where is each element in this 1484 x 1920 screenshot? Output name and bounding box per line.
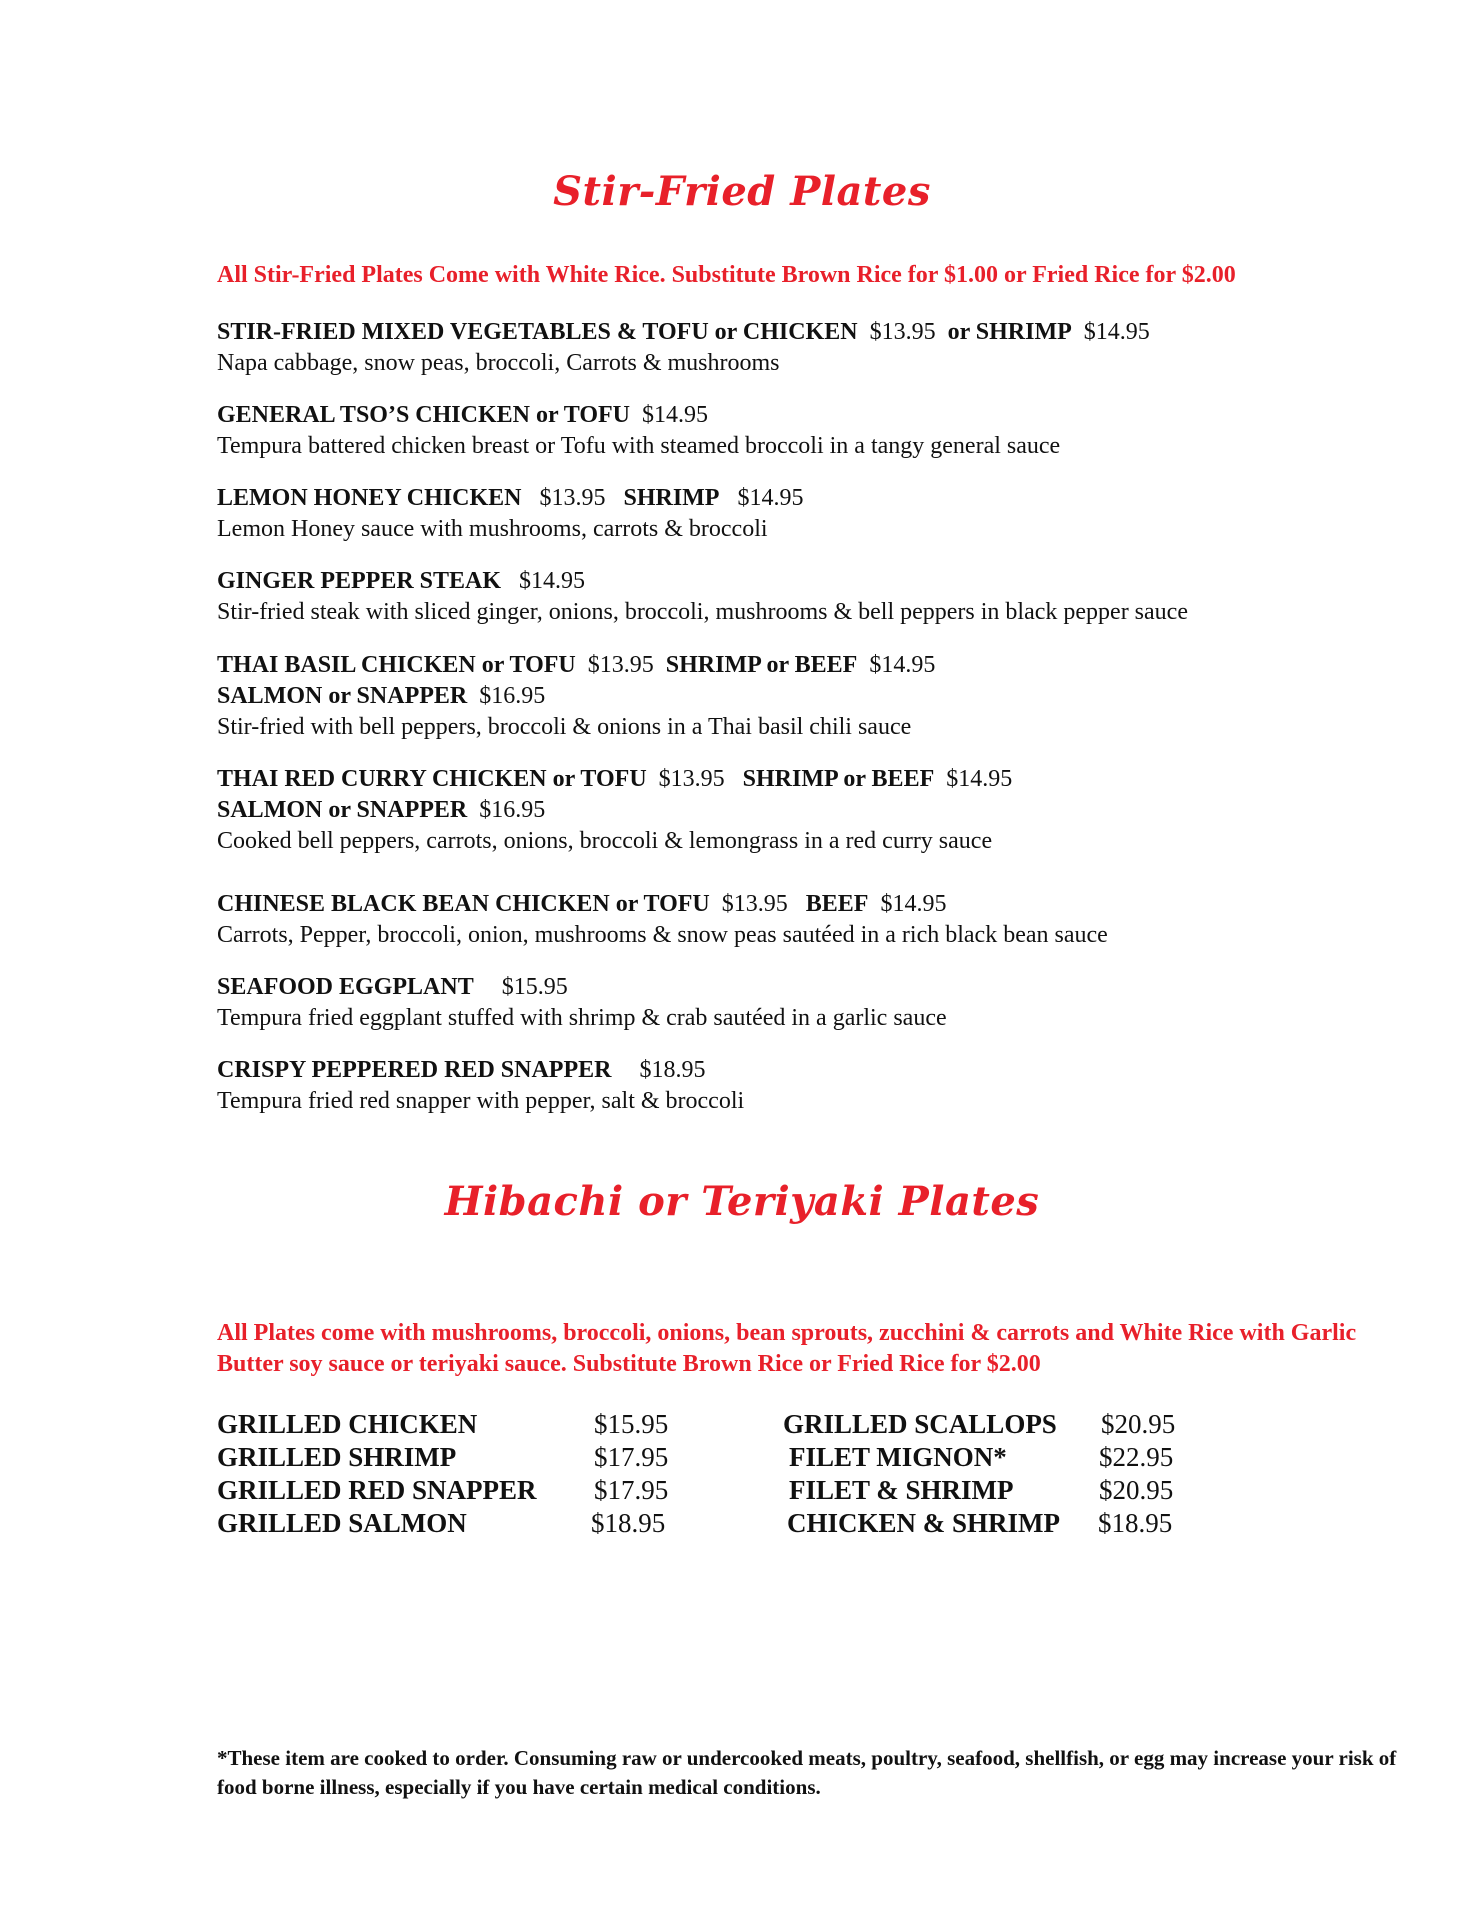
- item-description: Lemon Honey sauce with mushrooms, carrots & broccoli: [217, 516, 768, 542]
- item-price: $16.95: [479, 797, 546, 823]
- item-name: THAI RED CURRY CHICKEN or TOFU: [217, 766, 647, 792]
- item-description: Stir-fried steak with sliced ginger, onions, broccoli, mushrooms & bell peppers in black pepper sauce: [217, 599, 1188, 625]
- item-price: $18.95: [639, 1057, 706, 1083]
- item-price: $18.95: [591, 1508, 666, 1538]
- menu-item-thai-basil: [217, 650, 1417, 743]
- item-name: CRISPY PEPPERED RED SNAPPER: [217, 1057, 612, 1083]
- item-description: Cooked bell peppers, carrots, onions, broccoli & lemongrass in a red curry sauce: [217, 828, 993, 854]
- item-price: $14.95: [519, 568, 586, 594]
- item-name: GINGER PEPPER STEAK: [217, 568, 502, 594]
- menu-item-lemon-honey: [217, 483, 1417, 545]
- item-price: $17.95: [594, 1442, 669, 1472]
- menu-item-stir-fried-mixed-vegetables: [217, 317, 1417, 379]
- item-name: SEAFOOD EGGPLANT: [217, 974, 474, 1000]
- item-price: $14.95: [737, 485, 804, 511]
- item-description: Tempura fried eggplant stuffed with shrimp & crab sautéed in a garlic sauce: [217, 1005, 947, 1031]
- item-price: $20.95: [1099, 1475, 1174, 1505]
- hibachi-item: [783, 1408, 1057, 1440]
- item-name: CHICKEN & SHRIMP: [787, 1508, 1061, 1538]
- item-price: $13.95: [658, 766, 725, 792]
- item-option: SALMON or SNAPPER: [217, 797, 468, 823]
- item-name: CHINESE BLACK BEAN CHICKEN or TOFU: [217, 891, 710, 917]
- item-description: Napa cabbage, snow peas, broccoli, Carrots & mushrooms: [217, 350, 780, 376]
- item-name: FILET & SHRIMP: [789, 1475, 1014, 1505]
- hibachi-title: Hibachi or Teriyaki Plates: [444, 1178, 1040, 1225]
- item-option: SHRIMP or BEEF: [742, 766, 935, 792]
- item-name: GRILLED SCALLOPS: [783, 1409, 1057, 1439]
- item-price: $13.95: [539, 485, 606, 511]
- item-price: $22.95: [1099, 1442, 1174, 1472]
- hibachi-item: [789, 1474, 1014, 1506]
- hibachi-note: All Plates come with mushrooms, broccoli, onions, bean sprouts, zucchini & carrots and White Rice with Garlic Butter soy sauce or teriyaki sauce. Substitute Brown Rice or Fried Rice for $2.00: [217, 1320, 1357, 1377]
- item-name: THAI BASIL CHICKEN or TOFU: [217, 652, 576, 678]
- hibachi-item: [217, 1441, 456, 1473]
- item-name: GRILLED SALMON: [217, 1508, 467, 1538]
- item-price: $14.95: [1083, 319, 1150, 345]
- item-option: SHRIMP: [623, 485, 720, 511]
- item-name: STIR-FRIED MIXED VEGETABLES & TOFU or CHICKEN: [217, 319, 858, 345]
- item-price: $13.95: [587, 652, 654, 678]
- item-price: $13.95: [721, 891, 788, 917]
- hibachi-item: [789, 1441, 1007, 1473]
- hibachi-item: [217, 1474, 537, 1506]
- menu-item-chinese-black-bean: [217, 889, 1417, 951]
- item-name: GRILLED SHRIMP: [217, 1442, 457, 1472]
- hibachi-item: [217, 1507, 467, 1539]
- item-option: SHRIMP or BEEF: [665, 652, 858, 678]
- item-price: $16.95: [479, 683, 546, 709]
- menu-item-crispy-peppered-red-snapper: [217, 1055, 1417, 1117]
- menu-item-seafood-eggplant: [217, 972, 1417, 1034]
- health-footnote: *These item are cooked to order. Consuming raw or undercooked meats, poultry, seafood, shellfish, or egg may increase your risk of food borne illness, especially if you have certain medical conditions.: [217, 1746, 1397, 1799]
- menu-item-thai-red-curry: [217, 764, 1417, 857]
- item-price: $14.95: [880, 891, 947, 917]
- item-name: LEMON HONEY CHICKEN: [217, 485, 522, 511]
- item-price: $14.95: [869, 652, 936, 678]
- item-price: $15.95: [594, 1409, 669, 1439]
- hibachi-item: [787, 1507, 1060, 1539]
- item-description: Tempura fried red snapper with pepper, salt & broccoli: [217, 1088, 745, 1114]
- menu-item-ginger-pepper-steak: [217, 566, 1417, 628]
- item-description: Tempura battered chicken breast or Tofu with steamed broccoli in a tangy general sauce: [217, 433, 1061, 459]
- item-option: SALMON or SNAPPER: [217, 683, 468, 709]
- stir-fried-title: Stir-Fried Plates: [553, 168, 931, 215]
- item-price: $20.95: [1101, 1409, 1176, 1439]
- hibachi-item: [217, 1408, 477, 1440]
- item-name: GENERAL TSO’S CHICKEN or TOFU: [217, 402, 630, 428]
- menu-item-general-tsos: [217, 400, 1417, 462]
- item-description: Stir-fried with bell peppers, broccoli & onions in a Thai basil chili sauce: [217, 714, 912, 740]
- item-price: $15.95: [501, 974, 568, 1000]
- stir-fried-note: All Stir-Fried Plates Come with White Rice. Substitute Brown Rice for $1.00 or Fried Rice for $2.00: [217, 262, 1236, 288]
- item-description: Carrots, Pepper, broccoli, onion, mushrooms & snow peas sautéed in a rich black bean sauce: [217, 922, 1108, 948]
- item-option: BEEF: [805, 891, 869, 917]
- item-name: GRILLED CHICKEN: [217, 1409, 478, 1439]
- item-price: $18.95: [1098, 1508, 1173, 1538]
- item-price: $14.95: [946, 766, 1013, 792]
- item-option: or SHRIMP: [947, 319, 1072, 345]
- item-price: $13.95: [869, 319, 936, 345]
- item-price: $17.95: [594, 1475, 669, 1505]
- item-price: $14.95: [642, 402, 708, 428]
- item-name: FILET MIGNON*: [789, 1442, 1007, 1472]
- item-name: GRILLED RED SNAPPER: [217, 1475, 537, 1505]
